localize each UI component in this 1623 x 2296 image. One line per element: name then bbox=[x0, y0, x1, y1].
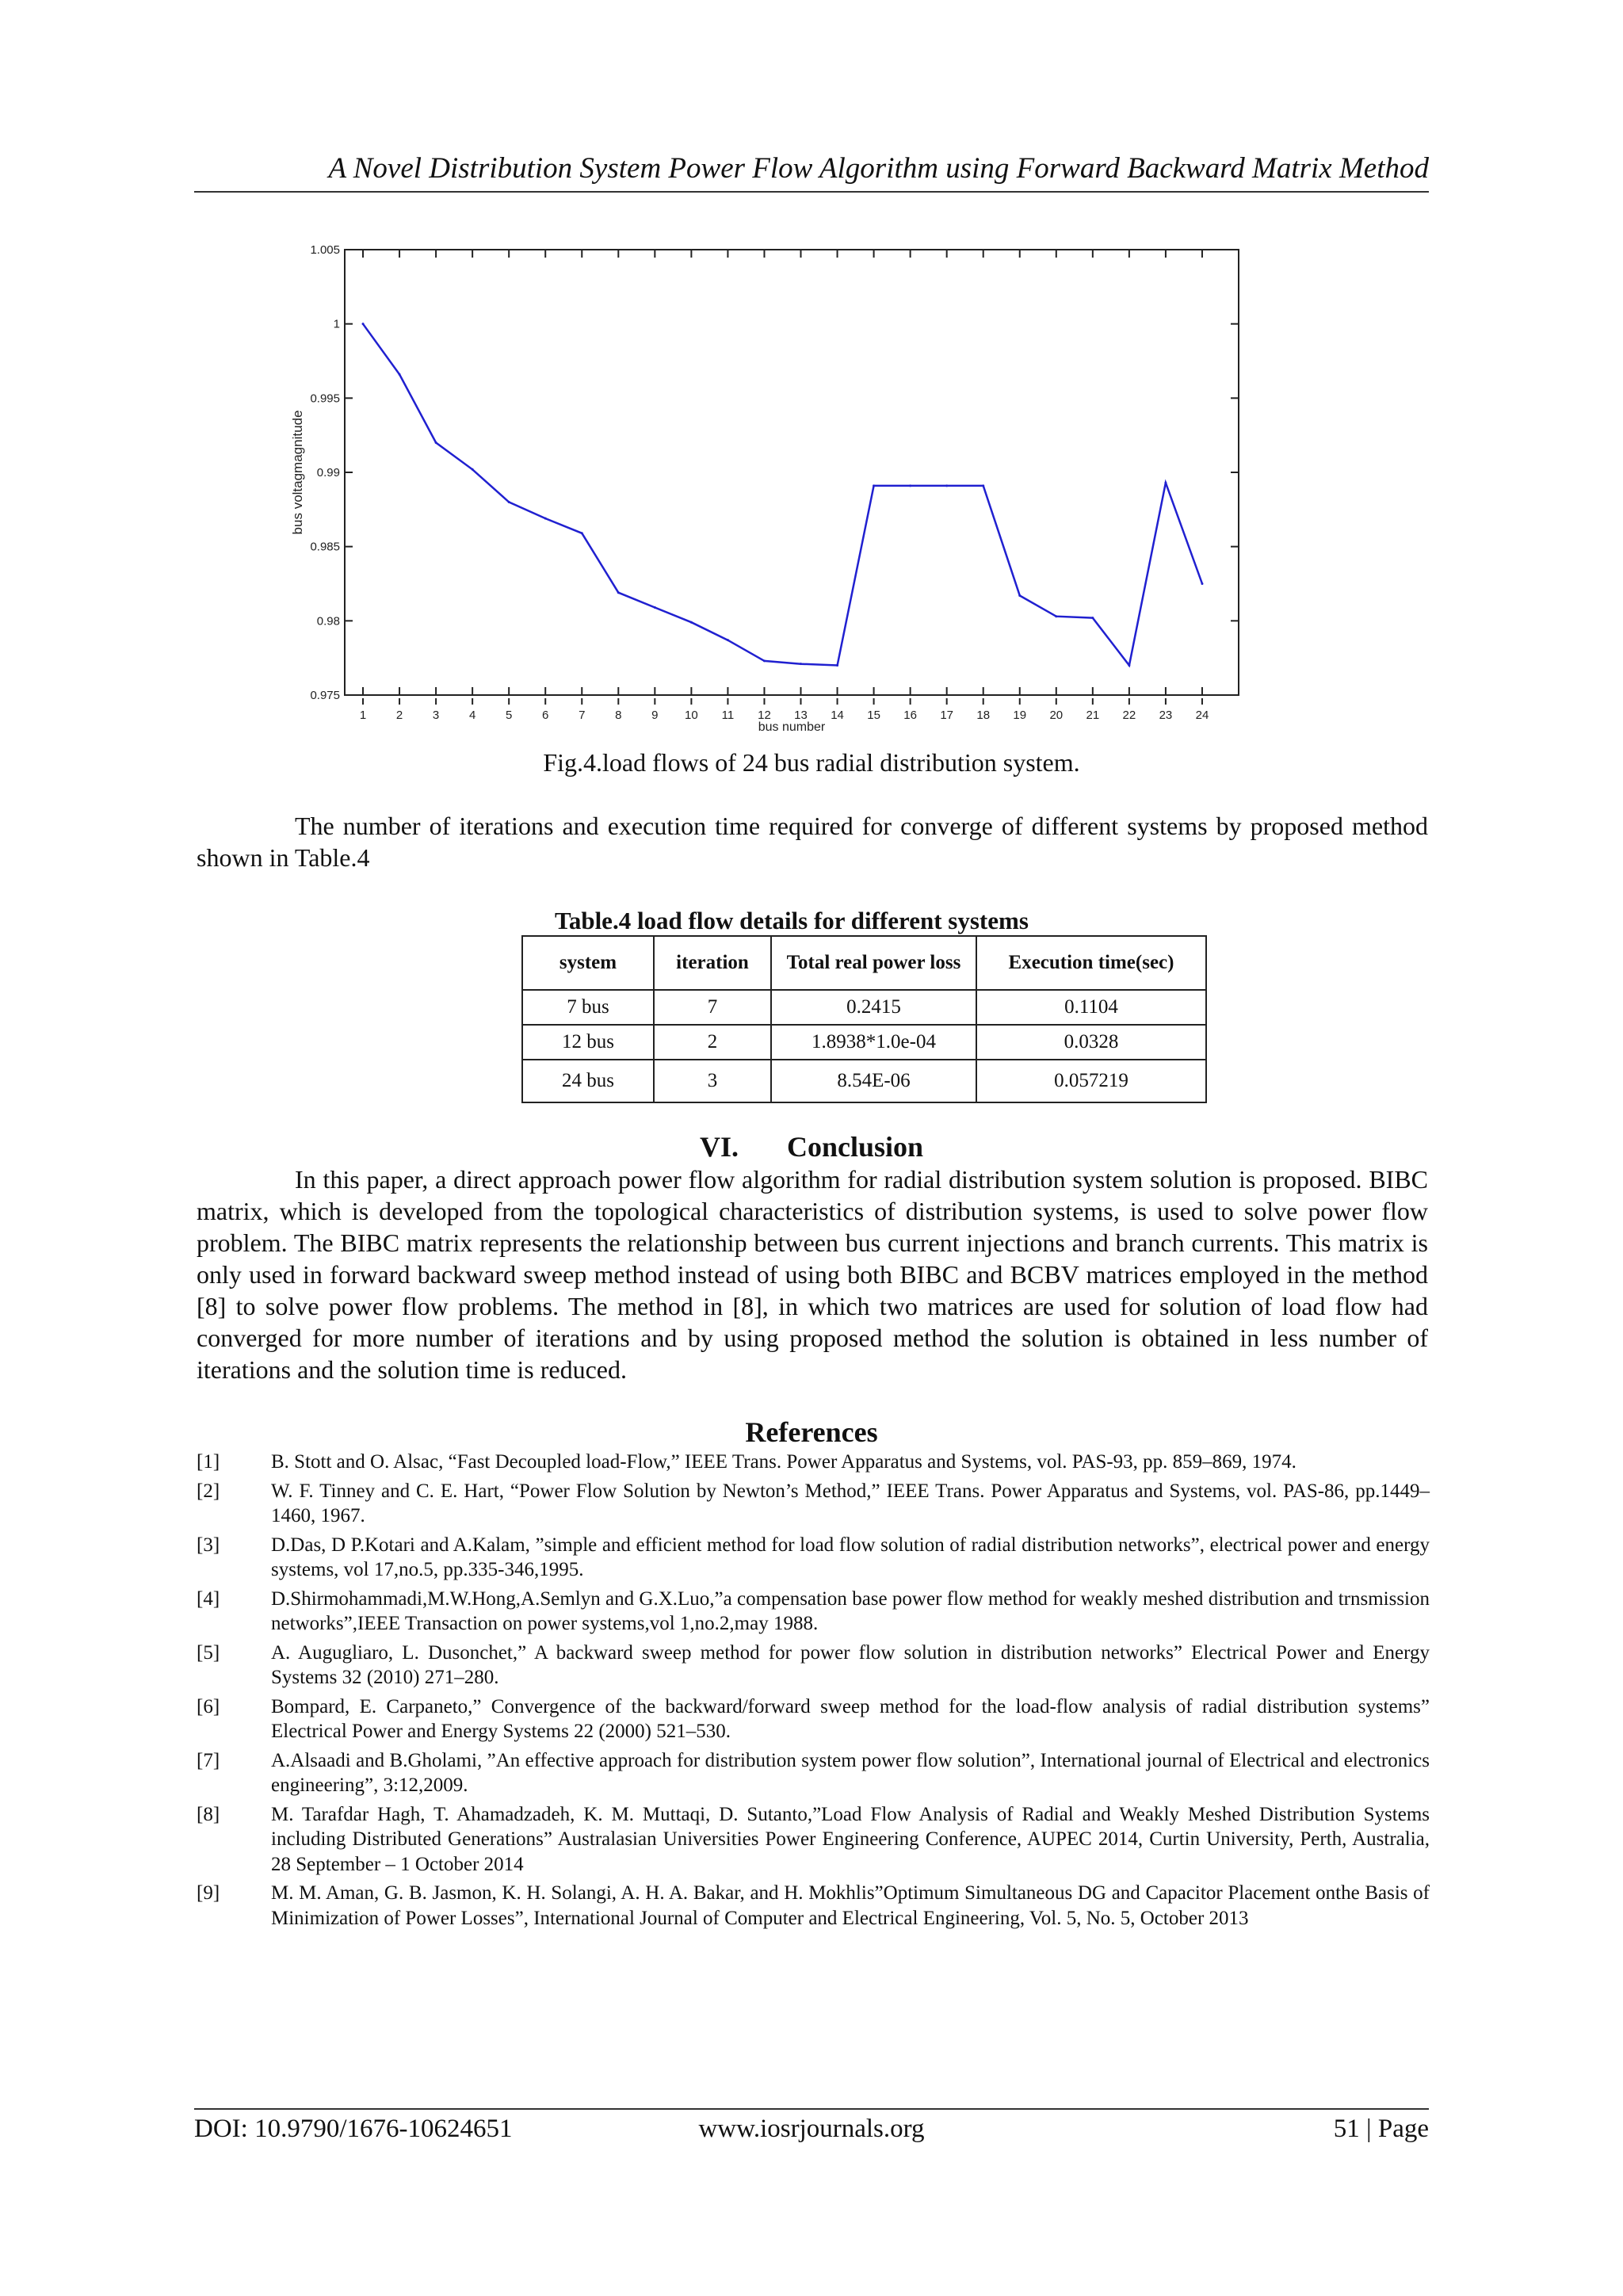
reference-text: Bompard, E. Carpaneto,” Convergence of the backward/forward sweep method for the load-flow analysis of radial distribution systems” Electrical Power and Energy Systems 22 (2000) 521–530. bbox=[271, 1695, 1430, 1742]
header-total-real-power-loss: Total real power loss bbox=[771, 936, 976, 990]
running-header-title: A Novel Distribution System Power Flow Algorithm using Forward Backward Matrix Method bbox=[328, 152, 1429, 185]
x-tick-label: 15 bbox=[867, 709, 880, 722]
data-point bbox=[472, 468, 474, 471]
reference-item bbox=[197, 1533, 1430, 1583]
reference-text: B. Stott and O. Alsac, “Fast Decoupled load-Flow,” IEEE Trans. Power Apparatus and Systems, vol. PAS-93, pp. 859–869, 1974. bbox=[271, 1451, 1296, 1473]
references-heading: References bbox=[745, 1416, 878, 1448]
x-tick-label: 1 bbox=[359, 709, 367, 722]
reference-item bbox=[197, 1479, 1430, 1529]
table-cell: 24 bus bbox=[522, 1060, 654, 1102]
x-tick-label: 19 bbox=[1013, 709, 1027, 722]
reference-number: [5] bbox=[197, 1641, 220, 1664]
table-cell: 2 bbox=[654, 1025, 771, 1060]
reference-number: [3] bbox=[197, 1534, 220, 1556]
x-tick-label: 5 bbox=[506, 709, 513, 722]
table-cell: 7 bus bbox=[522, 990, 654, 1025]
load-flow-table bbox=[521, 935, 1207, 1103]
table-cell: 1.8938*1.0e-04 bbox=[771, 1025, 976, 1060]
table-cell: 0.0328 bbox=[976, 1025, 1206, 1060]
table-header-row bbox=[522, 936, 1206, 990]
table-row bbox=[522, 1025, 1206, 1060]
x-tick-label: 21 bbox=[1086, 709, 1100, 722]
data-point bbox=[435, 441, 437, 444]
reference-text: W. F. Tinney and C. E. Hart, “Power Flow Solution by Newton’s Method,” IEEE Trans. Power Apparatus and Systems, vol. PAS-86, pp.1449–1460, 1967. bbox=[271, 1480, 1430, 1526]
data-point bbox=[1201, 583, 1203, 585]
reference-number: [9] bbox=[197, 1882, 220, 1904]
data-point bbox=[508, 501, 510, 503]
data-point bbox=[1164, 482, 1167, 484]
data-point bbox=[399, 373, 401, 376]
reference-item bbox=[197, 1641, 1430, 1690]
table-cell: 0.2415 bbox=[771, 990, 976, 1025]
data-point bbox=[873, 484, 875, 487]
x-tick-label: 11 bbox=[721, 709, 735, 722]
x-tick-label: 2 bbox=[395, 709, 403, 722]
data-points bbox=[362, 323, 1204, 667]
data-point bbox=[654, 606, 656, 609]
data-point bbox=[1018, 594, 1021, 597]
data-point bbox=[1091, 617, 1094, 619]
reference-item bbox=[197, 1748, 1430, 1798]
x-tick-label: 14 bbox=[831, 709, 844, 722]
y-tick-label: 0.98 bbox=[316, 614, 340, 628]
y-tick-label: 0.975 bbox=[310, 689, 340, 702]
table-cell: 7 bbox=[654, 990, 771, 1025]
footer-website: www.iosrjournals.org bbox=[698, 2115, 925, 2143]
reference-text: M. M. Aman, G. B. Jasmon, K. H. Solangi, A. H. A. Bakar, and H. Mokhlis”Optimum Simultaneous DG and Capacitor Placement onthe Basis of Minimization of Power Losses”, International Journal of Computer and Electrical Engineering, Vol. 5, No. 5, October 2013 bbox=[271, 1882, 1430, 1929]
reference-text: M. Tarafdar Hagh, T. Ahamadzadeh, K. M. Muttaqi, D. Sutanto,”Load Flow Analysis of Radial and Weakly Meshed Distribution Systems including Distributed Generations” Australasian Universities Power Engineering Conference, AUPEC 2014, Curtin University, Perth, Australia, 28 September – 1 October 2014 bbox=[271, 1803, 1430, 1875]
x-tick-label: 24 bbox=[1195, 709, 1209, 722]
x-tick-label: 9 bbox=[651, 709, 659, 722]
data-point bbox=[727, 639, 729, 641]
data-point bbox=[945, 484, 948, 487]
footer-doi: DOI: 10.9790/1676-10624651 bbox=[194, 2115, 513, 2143]
data-point bbox=[1128, 664, 1130, 667]
reference-number: [2] bbox=[197, 1480, 220, 1502]
data-point bbox=[617, 591, 620, 594]
y-tick-label: 0.985 bbox=[310, 540, 340, 554]
data-point bbox=[690, 621, 693, 624]
section-heading-conclusion bbox=[194, 1129, 1429, 1164]
header-execution-time: Execution time(sec) bbox=[976, 936, 1206, 990]
voltage-series-line bbox=[363, 324, 1202, 666]
y-axis-label: bus voltagmagnitude bbox=[290, 410, 305, 535]
y-axis-ticks bbox=[310, 243, 1239, 702]
data-point bbox=[836, 664, 838, 667]
data-point bbox=[763, 659, 766, 662]
reference-item bbox=[197, 1694, 1430, 1744]
reference-number: [8] bbox=[197, 1803, 220, 1825]
reference-item bbox=[197, 1587, 1430, 1637]
references-list bbox=[197, 1450, 1430, 1935]
x-tick-label: 17 bbox=[940, 709, 954, 722]
data-point bbox=[1055, 615, 1057, 617]
x-tick-label: 10 bbox=[685, 709, 698, 722]
table-cell: 8.54E-06 bbox=[771, 1060, 976, 1102]
reference-number: [7] bbox=[197, 1749, 220, 1771]
x-tick-label: 12 bbox=[758, 709, 771, 722]
paragraph-iterations: The number of iterations and execution time required for converge of different systems by proposed method shown in Table.4 bbox=[197, 812, 1428, 872]
table-row bbox=[522, 1060, 1206, 1102]
x-tick-label: 20 bbox=[1049, 709, 1064, 722]
x-tick-label: 18 bbox=[976, 709, 991, 722]
data-point bbox=[909, 484, 911, 487]
y-tick-label: 1.005 bbox=[310, 243, 340, 257]
reference-number: [4] bbox=[197, 1587, 220, 1610]
header-iteration: iteration bbox=[654, 936, 771, 990]
y-tick-label: 0.995 bbox=[310, 392, 340, 406]
reference-number: [1] bbox=[197, 1451, 220, 1473]
x-tick-label: 23 bbox=[1159, 709, 1173, 722]
data-point bbox=[581, 532, 583, 534]
footer-page-number: 51 | Page bbox=[1333, 2115, 1429, 2143]
data-point bbox=[362, 323, 365, 325]
x-tick-label: 16 bbox=[903, 709, 917, 722]
x-tick-label: 22 bbox=[1122, 709, 1136, 722]
data-point bbox=[800, 663, 802, 665]
reference-text: A.Alsaadi and B.Gholami, ”An effective approach for distribution system power flow solution”, International journal of Electrical and electronics engineering”, 3:12,2009. bbox=[271, 1749, 1430, 1796]
table-title: Table.4 load flow details for different systems bbox=[555, 907, 1029, 934]
header-divider bbox=[194, 191, 1429, 193]
x-tick-label: 13 bbox=[794, 709, 808, 722]
reference-item bbox=[197, 1881, 1430, 1931]
figure-caption: Fig.4.load flows of 24 bus radial distribution system. bbox=[543, 748, 1080, 777]
section-number: VI. bbox=[699, 1131, 739, 1163]
x-axis-label: bus number bbox=[758, 720, 826, 734]
x-tick-label: 6 bbox=[542, 709, 549, 722]
plot-area-frame bbox=[345, 250, 1239, 695]
table-cell: 12 bus bbox=[522, 1025, 654, 1060]
table-row bbox=[522, 990, 1206, 1025]
x-axis-ticks bbox=[360, 250, 1209, 722]
x-tick-label: 8 bbox=[615, 709, 622, 722]
y-tick-label: 1 bbox=[333, 317, 340, 331]
x-tick-label: 3 bbox=[432, 709, 440, 722]
table-cell: 0.1104 bbox=[976, 990, 1206, 1025]
x-tick-label: 4 bbox=[468, 709, 476, 722]
header-system: system bbox=[522, 936, 654, 990]
section-title: Conclusion bbox=[786, 1131, 924, 1163]
footer-divider bbox=[194, 2108, 1429, 2110]
figure-4-chart bbox=[281, 238, 1335, 745]
x-tick-label: 7 bbox=[579, 709, 586, 722]
data-point bbox=[982, 484, 984, 487]
table-cell: 0.057219 bbox=[976, 1060, 1206, 1102]
reference-item bbox=[197, 1802, 1430, 1878]
reference-text: D.Das, D P.Kotari and A.Kalam, ”simple and efficient method for load flow solution of radial distribution networks”, electrical power and energy systems, vol 17,no.5, pp.335-346,1995. bbox=[271, 1534, 1430, 1580]
data-point bbox=[544, 518, 547, 520]
y-tick-label: 0.99 bbox=[316, 466, 340, 479]
table-cell: 3 bbox=[654, 1060, 771, 1102]
voltage-line-chart bbox=[281, 238, 1335, 745]
reference-number: [6] bbox=[197, 1695, 220, 1717]
reference-text: A. Augugliaro, L. Dusonchet,” A backward sweep method for power flow solution in distribution networks” Electrical Power and Energy Systems 32 (2010) 271–280. bbox=[271, 1641, 1430, 1688]
paragraph-conclusion: In this paper, a direct approach power flow algorithm for radial distribution system solution is proposed. BIBC matrix, which is developed from the topological characteristics of distribution systems, is used to solve power flow problem. The BIBC matrix represents the relationship between bus current injections and branch currents. This matrix is only used in forward backward sweep method instead of using both BIBC and BCBV matrices employed in the method [8] to solve power flow problems. The method in [8], in which two matrices are used for solution of load flow had converged for more number of iterations and by using proposed method the solution is obtained in less number of iterations and the solution time is reduced. bbox=[197, 1165, 1428, 1384]
reference-item bbox=[197, 1450, 1430, 1475]
reference-text: D.Shirmohammadi,M.W.Hong,A.Semlyn and G.X.Luo,”a compensation base power flow method for weakly meshed distribution and trnsmission networks”,IEEE Transaction on power systems,vol 1,no.2,may 1988. bbox=[271, 1587, 1430, 1634]
